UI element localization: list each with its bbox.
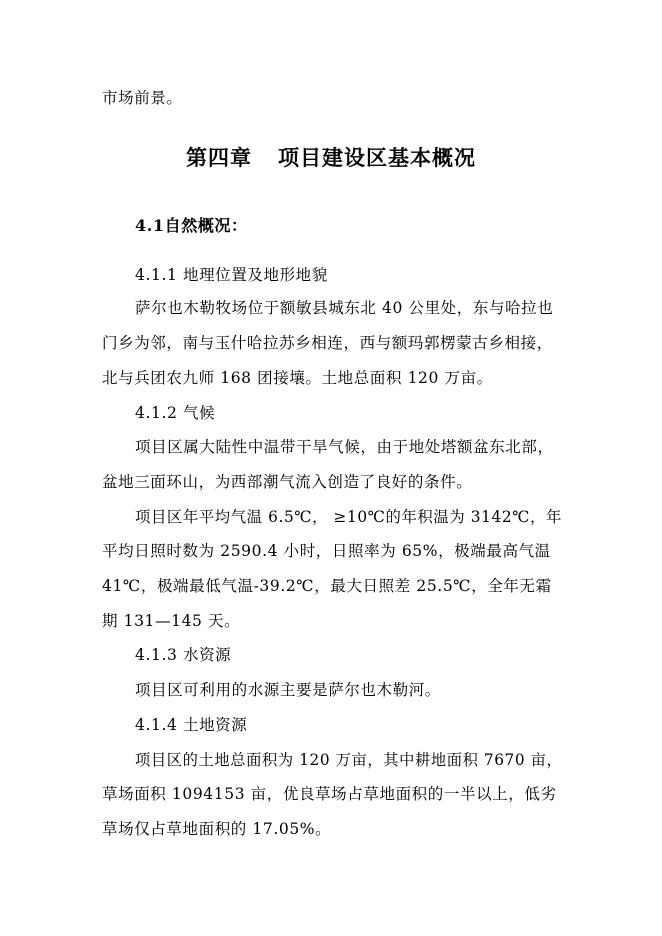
chapter-name: 项目建设区基本概况 (278, 145, 476, 170)
subsection-heading-climate: 4.1.2 气候 (135, 404, 216, 422)
paragraph-line: 项目区属大陆性中温带干旱气候，由于地处塔额盆东北部， (135, 438, 554, 456)
subsection-heading-location: 4.1.1 地理位置及地形地貌 (135, 266, 328, 284)
paragraph-line: 草场面积 1094153 亩，优良草场占草地面积的一半以上，低劣 (102, 785, 557, 803)
paragraph-line: 北与兵团农九师 168 团接壤。土地总面积 120 万亩。 (102, 369, 493, 387)
chapter-number: 第四章 (186, 145, 252, 170)
paragraph-line: 期 131—145 天。 (102, 612, 241, 630)
paragraph-line: 41℃，极端最低气温-39.2℃，最大日照差 25.5℃，全年无霜 (102, 577, 552, 595)
paragraph-line: 项目区可利用的水源主要是萨尔也木勒河。 (135, 681, 441, 699)
paragraph-line: 盆地三面环山，为西部潮气流入创造了良好的条件。 (102, 473, 473, 491)
subsection-heading-water: 4.1.3 水资源 (135, 646, 232, 664)
section-heading: 4.1自然概况： (135, 216, 248, 235)
paragraph-line: 项目区年平均气温 6.5℃， ≥10℃的年积温为 3142℃，年 (135, 508, 562, 526)
paragraph-line: 项目区的土地总面积为 120 万亩，其中耕地面积 7670 亩， (135, 751, 563, 769)
paragraph-line: 草场仅占草地面积的 17.05%。 (102, 820, 332, 838)
paragraph-line: 平均日照时数为 2590.4 小时，日照率为 65%，极端最高气温 (102, 542, 551, 560)
subsection-heading-land: 4.1.4 土地资源 (135, 716, 248, 734)
chapter-title (0, 144, 662, 172)
paragraph-line: 萨尔也木勒牧场位于额敏县城东北 40 公里处，东与哈拉也 (135, 299, 554, 317)
paragraph-line: 门乡为邻，南与玉什哈拉苏乡相连，西与额玛郭楞蒙古乡相接， (102, 334, 553, 352)
previous-text: 市场前景。 (102, 89, 183, 107)
